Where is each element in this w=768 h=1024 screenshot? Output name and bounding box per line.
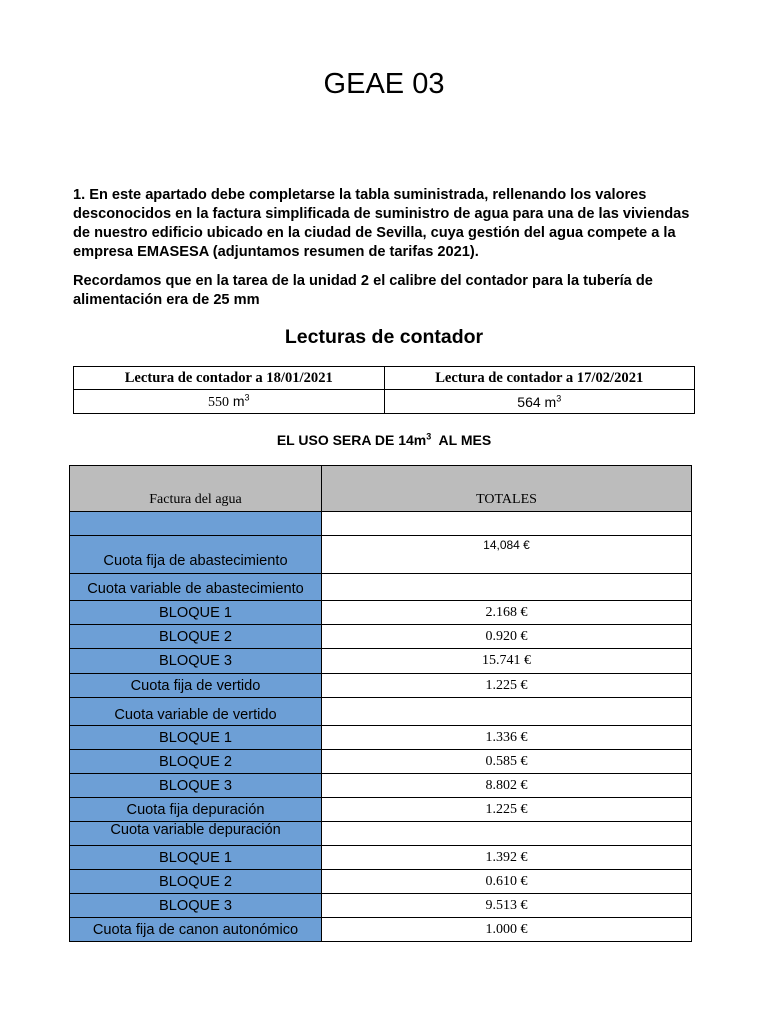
bill-row — [70, 698, 692, 726]
document-title: GEAE 03 — [323, 68, 445, 100]
reading-header-feb: Lectura de contador a 17/02/2021 — [384, 367, 695, 390]
reading-jan-unit-exp: 3 — [244, 391, 250, 402]
bill-row — [70, 512, 692, 536]
bill-header-concept: Factura del agua — [70, 466, 322, 512]
meter-caliber-note: Recordamos que en la tarea de la unidad 2 el calibre del contador para la tubería de alimentación era de 25 mm — [73, 273, 653, 308]
bill-row — [70, 674, 692, 698]
bill-row-label: BLOQUE 2 — [70, 750, 322, 774]
bill-row-value: 2.168 € — [322, 601, 692, 625]
reading-header-jan: Lectura de contador a 18/01/2021 — [74, 367, 385, 390]
bill-header-totals: TOTALES — [322, 466, 692, 512]
reading-feb-unit: m — [544, 393, 557, 410]
bill-row-value: 15.741 € — [322, 649, 692, 674]
bill-row-label: BLOQUE 3 — [70, 894, 322, 918]
bill-row — [70, 649, 692, 674]
bill-row-value: 1.225 € — [322, 674, 692, 698]
bill-header-row — [70, 466, 692, 512]
bill-row-label: Cuota fija de abastecimiento — [70, 536, 322, 574]
bill-row-label: Cuota variable de vertido — [70, 698, 322, 726]
reading-jan-number: 550 — [207, 394, 229, 410]
bill-row — [70, 774, 692, 798]
bill-row-value — [322, 822, 692, 846]
bill-row — [70, 918, 692, 942]
usage-text: EL USO SERA DE 14m — [276, 432, 427, 448]
instruction-paragraph: 1. En este apartado debe completarse la tabla suministrada, rellenando los valores desconocidos en la factura simplificada de suministro de agua para una de las viviendas de nuestro edificio ubicado en la ciudad de Sevilla, cuya gestión del agua compete a la empresa EMASESA (adjuntamos resumen de tarifas 2021). — [73, 187, 690, 260]
bill-row-label: BLOQUE 3 — [70, 774, 322, 798]
bill-row — [70, 798, 692, 822]
bill-row-value: 1.392 € — [322, 846, 692, 870]
bill-row-label — [70, 512, 322, 536]
bill-row-value — [322, 698, 692, 726]
bill-row-label: Cuota variable depuración — [70, 822, 322, 846]
bill-row-value: 1.000 € — [322, 918, 692, 942]
bill-row — [70, 870, 692, 894]
bill-row-value — [322, 574, 692, 601]
bill-row-value: 14,084 € — [322, 536, 692, 574]
readings-title: Lecturas de contador — [284, 326, 484, 348]
bill-row-value: 0.920 € — [322, 625, 692, 649]
usage-suffix: AL MES — [438, 432, 492, 448]
bill-row — [70, 894, 692, 918]
bill-row-label: BLOQUE 1 — [70, 846, 322, 870]
bill-row-value: 8.802 € — [322, 774, 692, 798]
bill-row-label: BLOQUE 3 — [70, 649, 322, 674]
bill-row-label: Cuota fija de canon autonómico — [70, 918, 322, 942]
bill-row-label: Cuota fija depuración — [70, 798, 322, 822]
bill-row-label: BLOQUE 2 — [70, 625, 322, 649]
bill-row — [70, 625, 692, 649]
bill-row-value: 0.585 € — [322, 750, 692, 774]
reading-jan-unit: m — [232, 392, 245, 409]
usage-exp: 3 — [426, 431, 432, 442]
monthly-usage-note — [0, 432, 768, 448]
bill-row — [70, 750, 692, 774]
reading-value-feb — [384, 390, 695, 414]
bill-row-label: Cuota variable de abastecimiento — [70, 574, 322, 601]
meter-readings-table — [73, 366, 695, 414]
bill-row-label: BLOQUE 1 — [70, 601, 322, 625]
bill-row-label: BLOQUE 1 — [70, 726, 322, 750]
bill-row — [70, 822, 692, 846]
reading-feb-number: 564 — [517, 393, 541, 410]
reading-value-jan — [74, 390, 385, 414]
bill-row-label: Cuota fija de vertido — [70, 674, 322, 698]
water-bill-table — [69, 465, 692, 942]
bill-row-value: 1.336 € — [322, 726, 692, 750]
bill-row — [70, 601, 692, 625]
bill-row-value: 0.610 € — [322, 870, 692, 894]
bill-row-value: 9.513 € — [322, 894, 692, 918]
bill-row-value — [322, 512, 692, 536]
bill-row-label: BLOQUE 2 — [70, 870, 322, 894]
bill-row — [70, 574, 692, 601]
bill-row — [70, 846, 692, 870]
bill-row-value: 1.225 € — [322, 798, 692, 822]
reading-feb-unit-exp: 3 — [556, 392, 562, 403]
bill-row — [70, 726, 692, 750]
bill-row — [70, 536, 692, 574]
